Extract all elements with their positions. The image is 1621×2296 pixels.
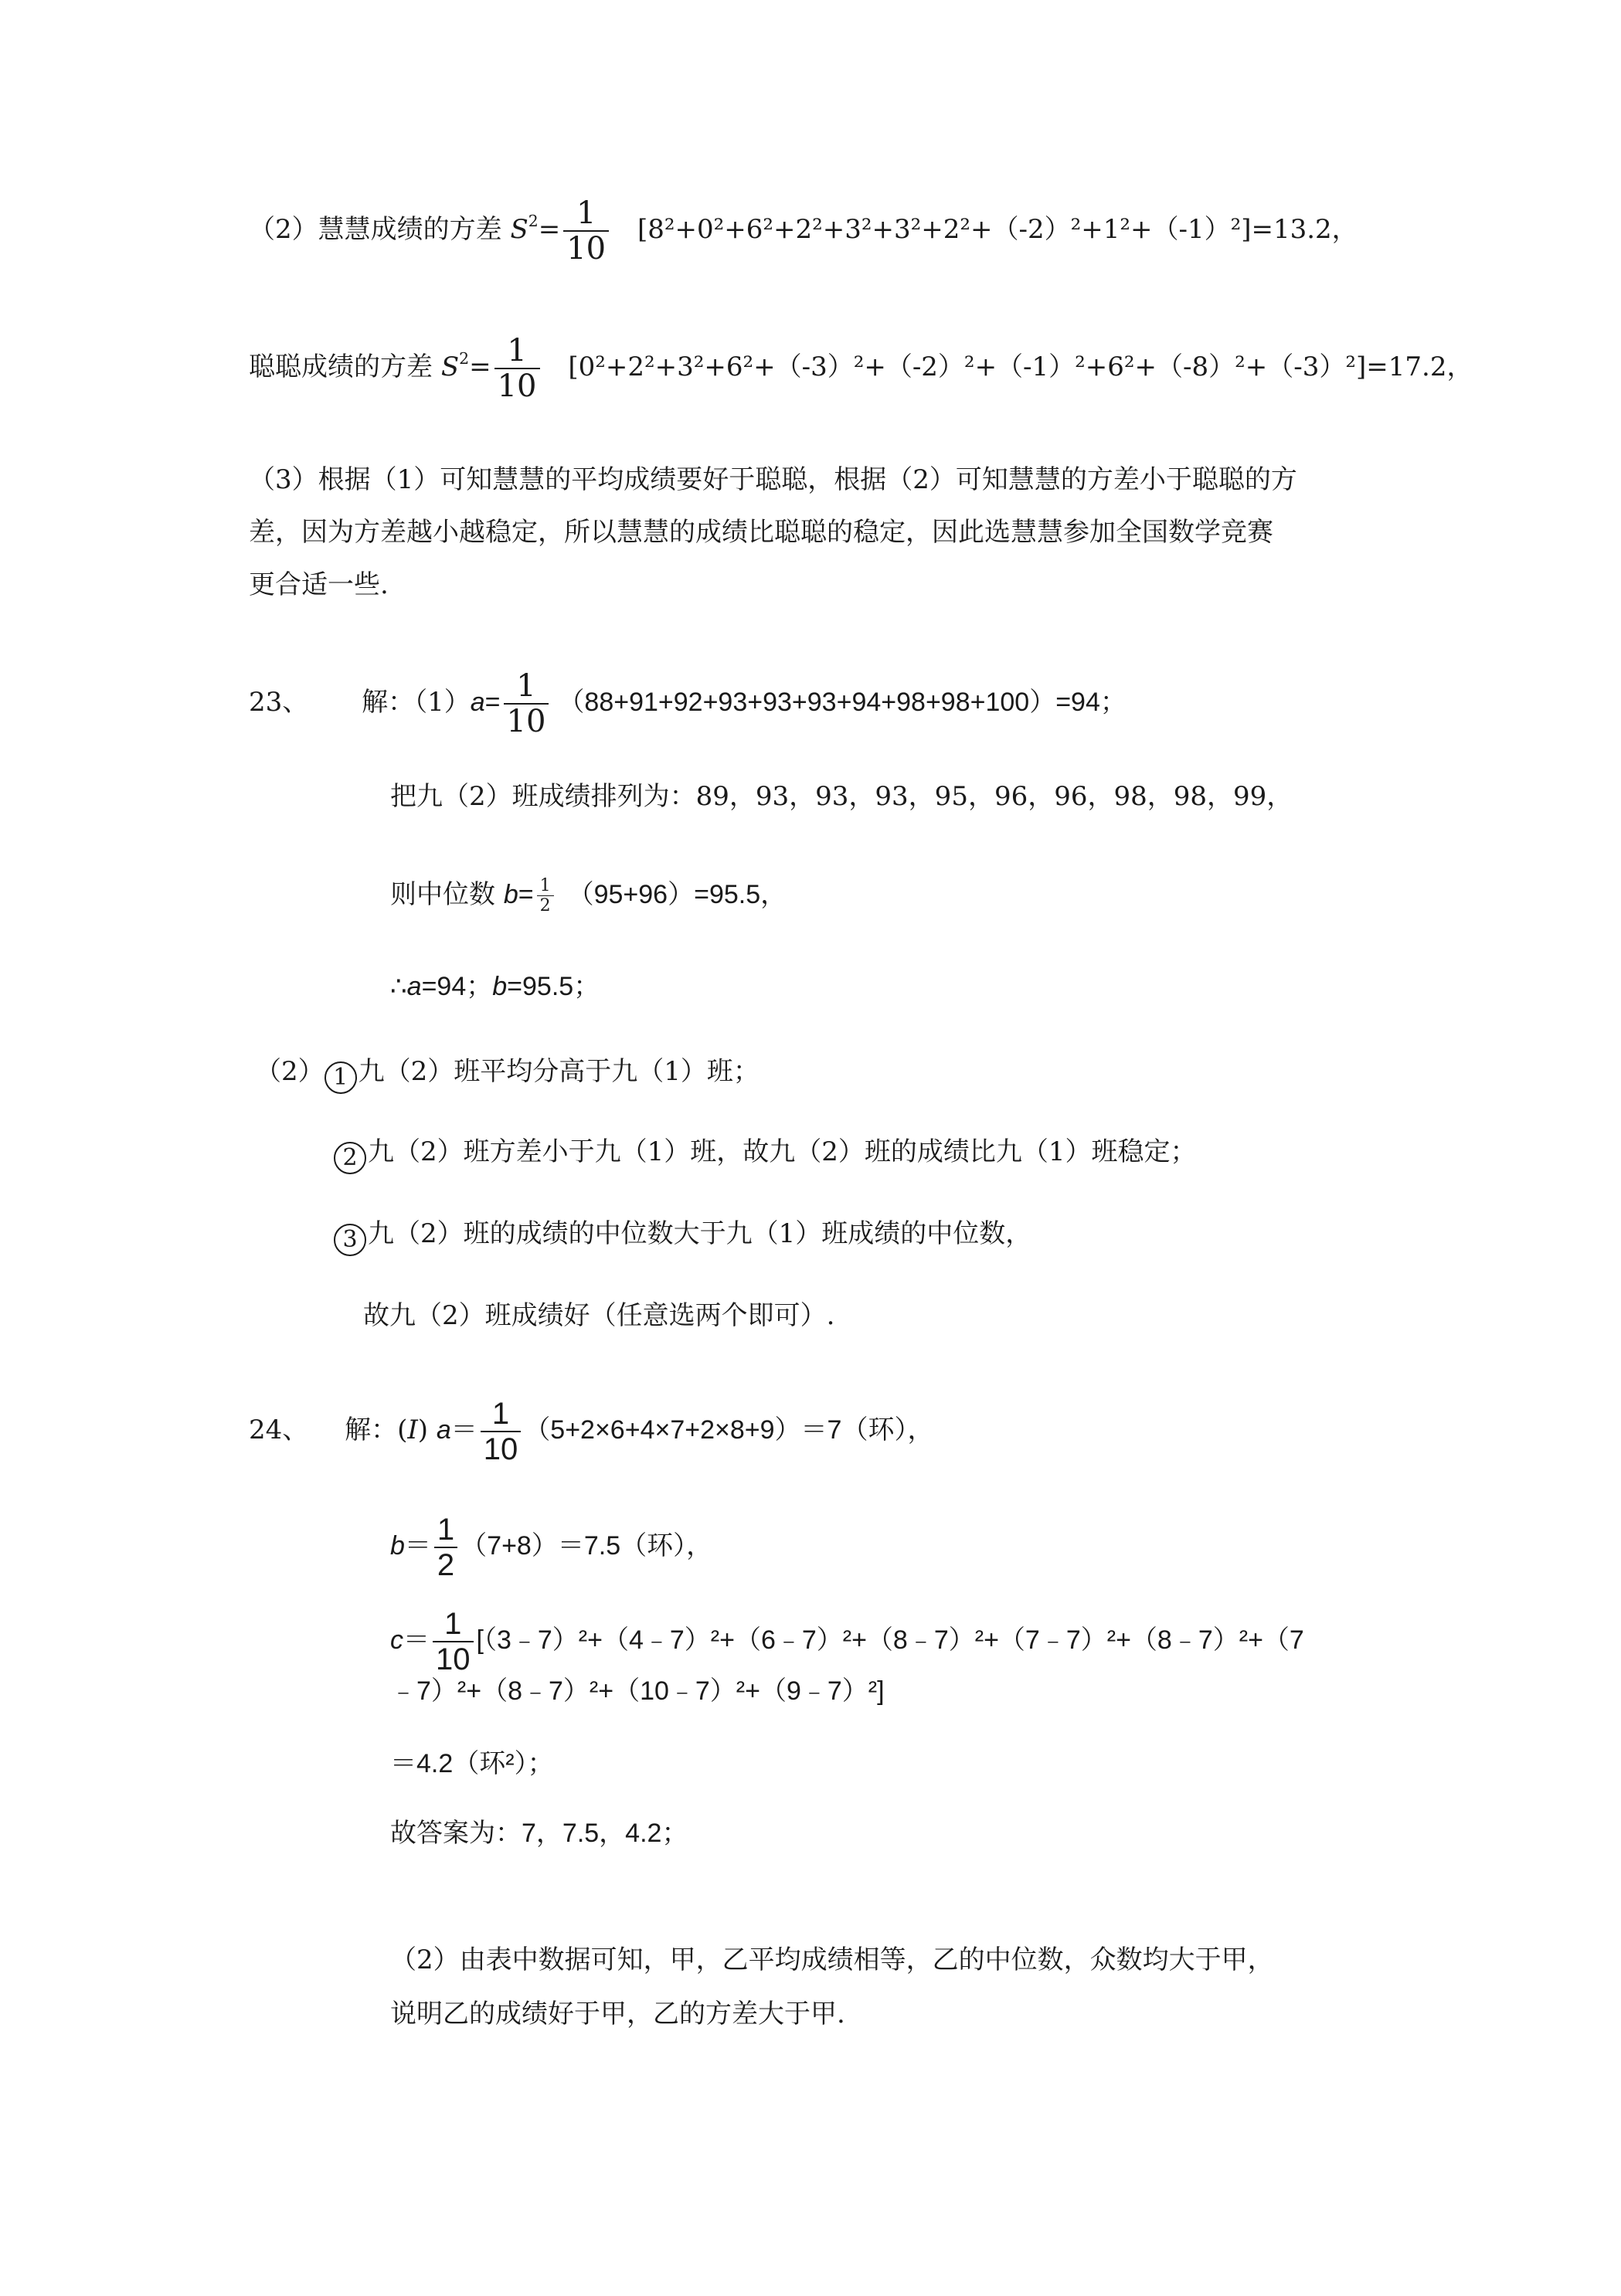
q24-variance-line <box>390 1607 1304 1676</box>
circled-number-3: 3 <box>334 1224 366 1256</box>
congcong-variance-label: 聪聪成绩的方差 <box>249 352 441 382</box>
fraction-one-tenth <box>494 334 540 403</box>
conclusion-line-3: 更合适一些. <box>249 569 389 600</box>
q24-solution-label: 解：( <box>345 1415 408 1445</box>
fraction-numerator: 1 <box>437 1513 455 1547</box>
q23-line-a <box>249 669 1127 739</box>
equals-sign: = <box>469 352 491 382</box>
equals-sign: = <box>518 879 534 909</box>
mean-expression: （88+91+92+93+93+93+94+98+98+100）=94； <box>558 688 1127 717</box>
var-a: a <box>470 688 485 717</box>
congcong-variance-expression: [0²+2²+3²+6²+（-3）²+（-2）²+（-1）²+6²+（-8）²+（-3）²]=17.2， <box>568 352 1473 382</box>
q24-part2-line-2: 说明乙的成绩好于甲，乙的方差大于甲. <box>390 1999 845 2029</box>
fraction-numerator: 1 <box>491 1397 510 1431</box>
congcong-variance-line <box>249 334 1473 403</box>
q23-median-line <box>390 876 787 916</box>
huihui-variance-label: （2）慧慧成绩的方差 <box>249 214 511 245</box>
median-expression: （7+8）＝7.5（环）， <box>460 1531 713 1561</box>
q23-result-line <box>390 973 600 1000</box>
var-a: a <box>436 1415 451 1445</box>
part-one-numeral: I <box>407 1415 418 1445</box>
q24-answer: 故答案为：7，7.5，4.2； <box>390 1819 688 1848</box>
fraction-one-tenth <box>563 196 609 266</box>
result-b: =95.5； <box>507 972 600 1001</box>
statement-2: 九（2）班方差小于九（1）班，故九（2）班的成绩比九（1）班稳定； <box>368 1136 1197 1167</box>
fraction-one-tenth <box>481 1397 522 1466</box>
q23-part2-item-1 <box>255 1058 760 1094</box>
conclusion-line-2: 差，因为方差越小越稳定，所以慧慧的成绩比聪聪的稳定，因此选慧慧参加全国数学竞赛 <box>249 517 1273 548</box>
var-b: b <box>503 879 518 909</box>
equals-sign: ＝ <box>450 1415 477 1445</box>
fraction-denominator: 10 <box>433 1641 474 1676</box>
statement-3: 九（2）班的成绩的中位数大于九（1）班成绩的中位数， <box>368 1218 1032 1249</box>
fraction-one-half <box>434 1513 457 1582</box>
mean-expression: （5+2×6+4×7+2×8+9）＝7（环）， <box>524 1415 934 1445</box>
q23-part2-item-2 <box>334 1136 1197 1174</box>
circled-number-2: 2 <box>334 1142 366 1174</box>
fraction-one-tenth <box>433 1607 474 1676</box>
equals-sign: ＝ <box>404 1531 431 1561</box>
paren-close: ) <box>417 1415 437 1445</box>
fraction-denominator: 10 <box>481 1431 522 1466</box>
q23-sorted-scores: 把九（2）班成绩排列为：89，93，93，93，95，96，96，98，98，99， <box>390 781 1293 812</box>
var-b: b <box>492 972 508 1001</box>
part2-label: （2） <box>255 1056 325 1087</box>
equals-sign: ＝ <box>403 1625 430 1655</box>
variance-exponent: 2 <box>528 211 539 230</box>
q24-number: 24、 <box>249 1415 309 1445</box>
var-b: b <box>390 1531 405 1561</box>
fraction-numerator: 1 <box>516 668 536 704</box>
median-expression: （95+96）=95.5， <box>567 879 787 909</box>
huihui-variance-line <box>249 196 1358 266</box>
conclusion-line-1: （3）根据（1）可知慧慧的平均成绩要好于聪聪，根据（2）可知慧慧的方差小于聪聪的方 <box>249 464 1297 495</box>
result-a: =94； <box>421 972 493 1001</box>
fraction-one-tenth <box>504 669 549 739</box>
fraction-numerator: 1 <box>444 1607 462 1641</box>
fraction-denominator: 2 <box>537 895 554 915</box>
q23-solution-label: 解：（1） <box>362 687 471 718</box>
var-a: a <box>406 972 422 1001</box>
circled-number-1: 1 <box>325 1061 357 1094</box>
fraction-one-half <box>537 876 554 916</box>
variance-symbol: S <box>510 214 528 245</box>
q24-variance-result: ＝4.2（环²）； <box>390 1749 554 1778</box>
fraction-denominator: 10 <box>563 230 609 266</box>
fraction-denominator: 10 <box>494 368 540 403</box>
fraction-denominator: 2 <box>434 1547 457 1582</box>
fraction-denominator: 10 <box>504 703 549 739</box>
equals-sign: = <box>538 214 561 245</box>
fraction-numerator: 1 <box>539 876 551 895</box>
var-c: c <box>390 1625 403 1655</box>
q24-variance-line-2: ﹣7）²+（8﹣7）²+（10﹣7）²+（9﹣7）²] <box>390 1676 885 1706</box>
variance-exponent: 2 <box>459 348 470 368</box>
equals-sign: = <box>484 688 501 717</box>
q23-number: 23、 <box>249 687 309 718</box>
variance-symbol: S <box>440 352 460 382</box>
q24-part2-line-1: （2）由表中数据可知，甲，乙平均成绩相等，乙的中位数，众数均大于甲， <box>390 1944 1274 1975</box>
q23-part2-item-3 <box>334 1218 1032 1256</box>
statement-1: 九（2）班平均分高于九（1）班； <box>358 1056 760 1087</box>
variance-expression-part-1: [（3﹣7）²+（4﹣7）²+（6﹣7）²+（8﹣7）²+（7﹣7）²+（8﹣7）²+（7 <box>476 1625 1304 1655</box>
q24-median-line <box>390 1513 712 1582</box>
therefore-symbol: ∴ <box>390 972 407 1001</box>
median-label: 则中位数 <box>390 878 504 910</box>
q23-part2-conclusion: 故九（2）班成绩好（任意选两个即可）. <box>363 1300 835 1331</box>
fraction-numerator: 1 <box>576 195 596 231</box>
huihui-variance-expression: [8²+0²+6²+2²+3²+3²+2²+（-2）²+1²+（-1）²]=13.2， <box>637 214 1358 245</box>
fraction-numerator: 1 <box>507 333 527 369</box>
q24-line-a <box>249 1397 933 1466</box>
